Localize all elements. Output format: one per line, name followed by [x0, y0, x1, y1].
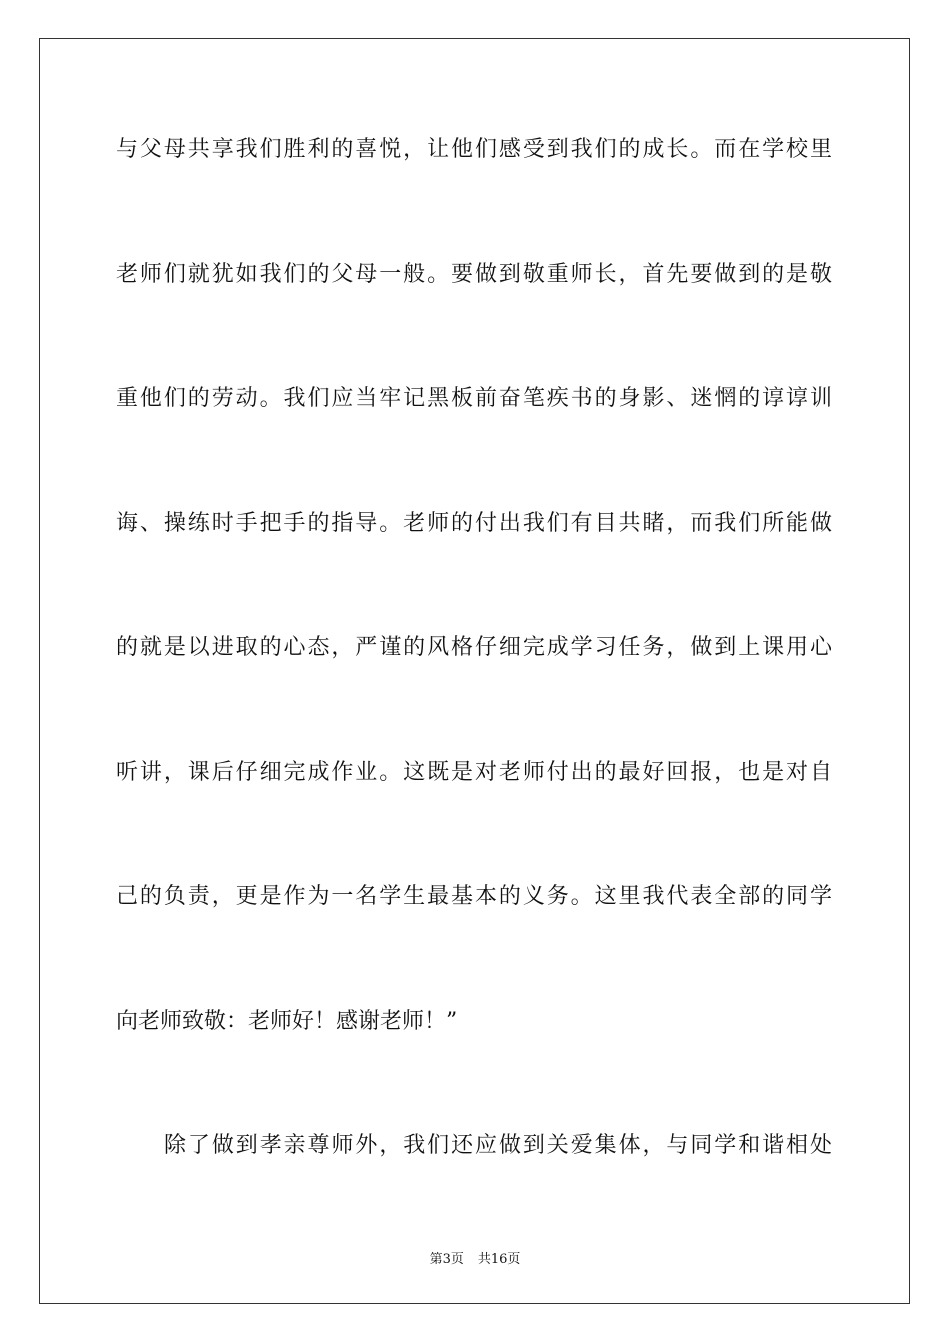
- body-text-line-4: 诲、操练时手把手的指导。老师的付出我们有目共睹，而我们所能做: [116, 511, 832, 536]
- body-text-line-1: 与父母共享我们胜利的喜悦，让他们感受到我们的成长。而在学校里: [116, 137, 832, 162]
- page-border: [39, 38, 910, 1304]
- body-text-line-3: 重他们的劳动。我们应当牢记黑板前奋笔疾书的身影、迷惘的谆谆训: [116, 386, 832, 411]
- body-text-line-6: 听讲，课后仔细完成作业。这既是对老师付出的最好回报，也是对自: [116, 760, 832, 785]
- body-text-line-8: 向老师致敬：老师好！感谢老师！”: [116, 1009, 458, 1034]
- body-text-line-2: 老师们就犹如我们的父母一般。要做到敬重师长，首先要做到的是敬: [116, 262, 832, 287]
- page-number: 第3页: [429, 1252, 464, 1267]
- paragraph-first-line: 除了做到孝亲尊师外，我们还应做到关爱集体，与同学和谐相处: [164, 1133, 832, 1158]
- body-text-line-7: 己的负责，更是作为一名学生最基本的义务。这里我代表全部的同学: [116, 884, 832, 909]
- page-total: 共16页: [477, 1252, 521, 1267]
- page-footer: [0, 1248, 950, 1267]
- body-text-line-5: 的就是以进取的心态，严谨的风格仔细完成学习任务，做到上课用心: [116, 635, 832, 660]
